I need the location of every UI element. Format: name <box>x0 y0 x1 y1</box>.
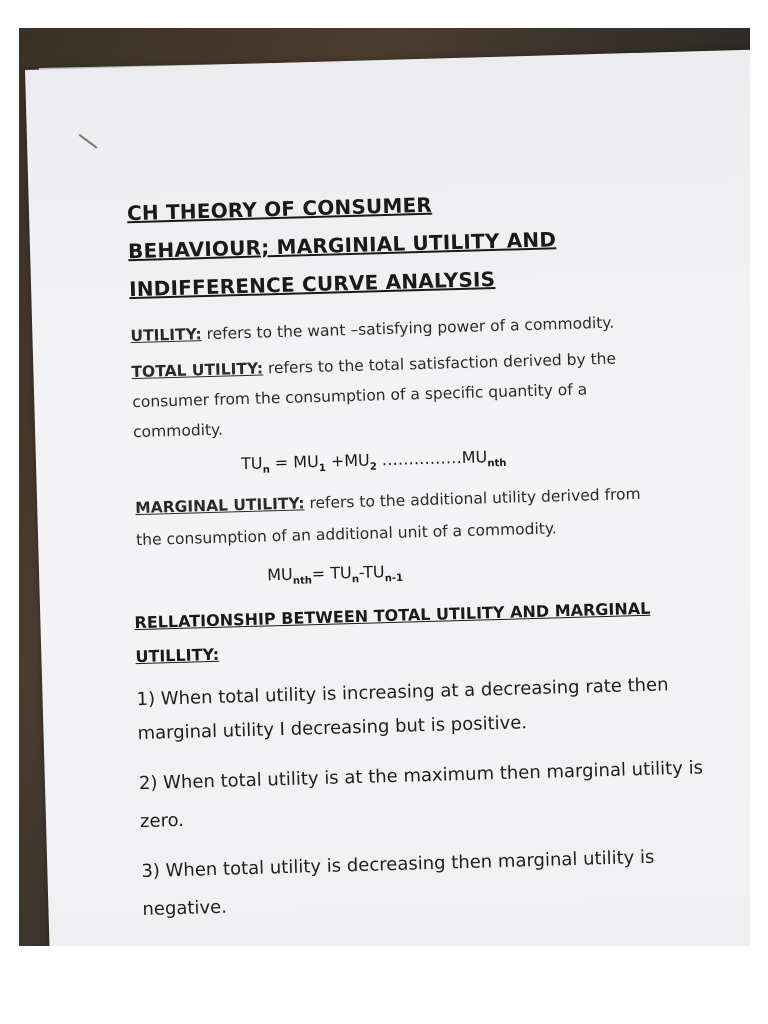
marginal-utility-text-1: refers to the additional utility derived from <box>304 484 641 513</box>
utility-term: UTILITY: <box>130 325 202 346</box>
formula2-eq: = TU <box>311 563 352 584</box>
relationship-heading-line-2: UTILLITY: <box>135 644 220 667</box>
formula1-mu2-sub: 2 <box>369 461 378 473</box>
document-photo <box>19 28 750 946</box>
formula1-tu-sub: n <box>262 464 271 476</box>
relationship-point-2-line-1: 2) When total utility is at the maximum then marginal utility is <box>138 757 704 795</box>
marginal-utility-line-1 <box>135 485 641 517</box>
document-text <box>25 49 750 946</box>
marginal-utility-formula <box>267 562 403 588</box>
title-line-2: BEHAVIOUR; MARGINIAL UTILITY AND <box>127 227 557 264</box>
relationship-point-3-line-1: 3) When total utility is decreasing then marginal utility is <box>141 846 655 883</box>
marginal-utility-line-2: the consumption of an additional unit of a commodity. <box>135 519 557 550</box>
title-line-1: CH THEORY OF CONSUMER <box>126 192 433 226</box>
utility-text: refers to the want –satisfying power of a commodity. <box>201 313 615 344</box>
total-utility-line-3: commodity. <box>132 420 224 442</box>
marginal-utility-term: MARGINAL UTILITY: <box>135 494 305 518</box>
total-utility-term: TOTAL UTILITY: <box>131 359 264 382</box>
formula2-tu-prev-sub: n-1 <box>384 572 404 585</box>
relationship-point-1-line-2: marginal utility I decreasing but is positive. <box>137 712 528 745</box>
relationship-heading-line-1: RELLATIONSHIP BETWEEN TOTAL UTILITY AND MARGINAL <box>134 598 651 633</box>
paper-sheet <box>25 49 750 946</box>
formula1-mu1-sub: 1 <box>318 462 327 475</box>
formula1-dots: ……………MU <box>376 447 488 470</box>
utility-definition <box>130 314 614 346</box>
total-utility-line-1 <box>131 350 616 382</box>
formula1-eq: = MU <box>269 451 320 473</box>
formula2-tu-sub: n <box>351 574 360 586</box>
formula2-minus: -TU <box>358 562 385 582</box>
formula2-mu-sub: nth <box>292 575 313 587</box>
relationship-point-1-line-1: 1) When total utility is increasing at a decreasing rate then <box>136 674 669 711</box>
formula2-mu: MU <box>266 564 293 585</box>
formula1-tu: TU <box>240 453 263 474</box>
title-line-3: INDIFFERENCE CURVE ANALYSIS <box>128 266 496 302</box>
relationship-point-2-line-2: zero. <box>139 809 185 833</box>
total-utility-text-1: refers to the total satisfaction derived by the <box>262 349 617 378</box>
total-utility-line-2: consumer from the consumption of a specific quantity of a <box>132 380 588 412</box>
relationship-point-3-line-2: negative. <box>142 896 228 921</box>
total-utility-formula <box>241 447 507 477</box>
formula1-plus: +MU <box>325 450 370 471</box>
formula1-nth-sub: nth <box>487 457 507 470</box>
